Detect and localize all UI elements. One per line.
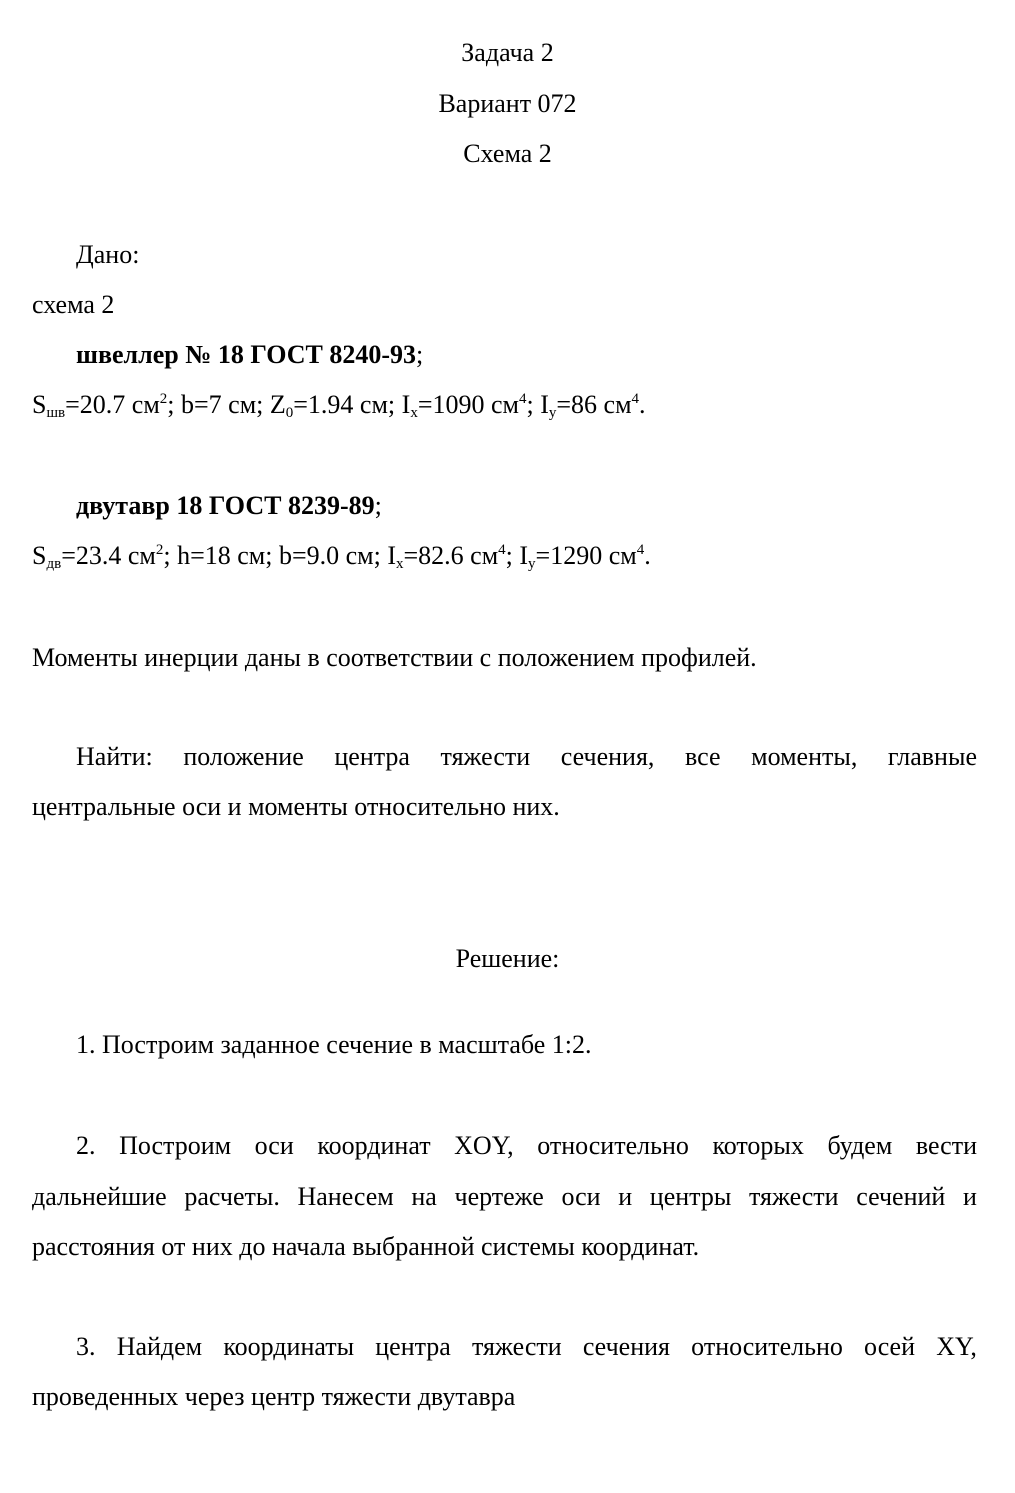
given-label: Дано: [76,240,140,269]
task-title: Задача 2 [461,38,554,67]
channel-title-text: швеллер № 18 ГОСТ 8240-93 [76,340,417,369]
step-3-line-1: 3. Найдем координаты центра тяжести сечения относительно осей XY, [76,1332,977,1361]
inertia-note: Моменты инерции даны в соответствии с положением профилей. [32,643,757,672]
find-line-2: центральные оси и моменты относительно них. [32,792,560,821]
step-2-line-1: 2. Построим оси координат XOY, относительно которых будем вести [76,1131,977,1160]
step-2-line-2: дальнейшие расчеты. Нанесем на чертеже оси и центры тяжести сечений и [32,1182,977,1211]
ibeam-title-suffix: ; [374,491,382,520]
channel-title-suffix: ; [416,340,424,369]
given-scheme: схема 2 [32,290,115,319]
step-2-line-3: расстояния от них до начала выбранной системы координат. [32,1232,700,1261]
ibeam-title [76,490,382,522]
ibeam-params: $S_{дв}=23.4$ $см^2$; h=18 см; b=9.0 см; $I_x=82.6$ $см^4$; $I_y=1290$ $см^4$. [32,541,651,572]
step-1: 1. Построим заданное сечение в масштабе 1:2. [76,1030,592,1059]
channel-params: $S_{шв}=20.7$ $см^2$; b=7 см; $Z_0=1.94$ см; $I_x=1090$ $см^4$; $I_y=86$ $см^4$. [32,390,646,421]
variant-title: Вариант 072 [438,89,577,118]
ibeam-title-text: двутавр 18 ГОСТ 8239-89 [76,491,375,520]
step-3-line-2: проведенных через центр тяжести двутавра [32,1382,516,1411]
channel-title [76,339,423,371]
scheme-title: Схема 2 [463,139,552,168]
solution-heading: Решение: [455,944,560,973]
find-line-1: Найти: положение центра тяжести сечения, все моменты, главные [76,742,977,771]
